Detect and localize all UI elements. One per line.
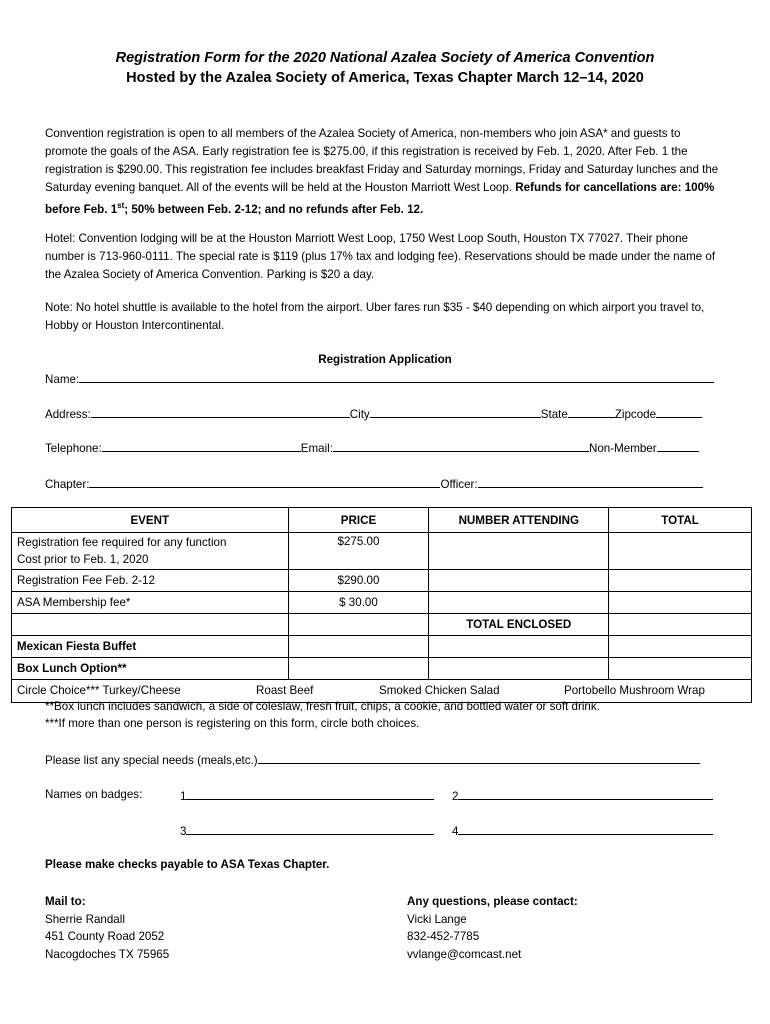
- attending-cell[interactable]: [429, 592, 609, 614]
- checks-payable: Please make checks payable to ASA Texas Chapter.: [45, 858, 330, 871]
- number-attending-header: NUMBER ATTENDING: [429, 508, 609, 533]
- address-row: [45, 406, 702, 421]
- attending-cell[interactable]: [429, 658, 609, 680]
- event-header: EVENT: [12, 508, 289, 533]
- telephone-field[interactable]: [102, 440, 301, 452]
- note-paragraph: Note: No hotel shuttle is available to the hotel from the airport. Uber fares run $35 - $40 depending on which airport you travel to, Hobby or Houston Intercontinental.: [45, 301, 705, 332]
- mail-street: 451 County Road 2052: [45, 930, 165, 943]
- badge-4-field[interactable]: [458, 823, 713, 835]
- contact-email: vvlange@comcast.net: [407, 947, 522, 961]
- chapter-label: Chapter:: [45, 478, 90, 491]
- total-enclosed-row: [12, 614, 752, 636]
- buffet-label: Mexican Fiesta Buffet: [12, 636, 289, 658]
- zipcode-label: Zipcode: [614, 408, 657, 421]
- badge-2-label: 2: [452, 790, 459, 803]
- event-cell: Registration Fee Feb. 2-12: [12, 570, 289, 592]
- non-member-label: Non-Member: [588, 442, 657, 455]
- total-enclosed-cell[interactable]: [609, 614, 752, 636]
- badge-1-label: 1: [180, 790, 187, 803]
- badge-row-2: [452, 788, 713, 803]
- total-cell[interactable]: [609, 636, 752, 658]
- email-field[interactable]: [333, 440, 589, 452]
- badge-row-4: [452, 823, 713, 838]
- officer-field[interactable]: [478, 476, 703, 488]
- table-row: [12, 636, 752, 658]
- badge-row-3: [180, 823, 434, 838]
- price-header: PRICE: [288, 508, 429, 533]
- table-row: [12, 658, 752, 680]
- choice-chicken-salad[interactable]: Smoked Chicken Salad: [379, 684, 500, 697]
- footnote-box-lunch: **Box lunch includes sandwich, a side of coleslaw, fresh fruit, chips, a cookie, and bottled water or soft drink.: [45, 700, 600, 713]
- footnote-circle-both: ***If more than one person is registering on this form, circle both choices.: [45, 717, 420, 730]
- hotel-paragraph: Hotel: Convention lodging will be at the Houston Marriott West Loop, 1750 West Loop South, Houston TX 77027. Their phone number is 713-960-0111. The special rate is $119 (plus 17% tax and lodging fee). Reservations should be made under the name of the Azalea Society of America Convention. Parking is $20 a day.: [45, 232, 716, 281]
- refund-policy-a: Refunds for cancellations are: 100% before Feb. 1: [45, 181, 715, 216]
- contact-name: Vicki Lange: [407, 912, 467, 926]
- mail-heading: Mail to:: [45, 895, 86, 908]
- city-label: City: [349, 408, 370, 421]
- attending-cell[interactable]: [429, 533, 609, 570]
- zipcode-field[interactable]: [656, 406, 702, 418]
- badge-1-field[interactable]: [186, 788, 434, 800]
- special-needs-label: Please list any special needs (meals,etc.): [45, 754, 258, 767]
- name-label: Name:: [45, 373, 80, 386]
- price-cell: $ 30.00: [288, 592, 429, 614]
- special-needs-field[interactable]: [258, 752, 700, 764]
- badges-label: Names on badges:: [45, 788, 143, 801]
- name-field[interactable]: [79, 371, 714, 383]
- badge-2-field[interactable]: [458, 788, 713, 800]
- total-header: TOTAL: [609, 508, 752, 533]
- mail-block: [45, 893, 169, 963]
- non-member-field[interactable]: [657, 440, 699, 452]
- city-field[interactable]: [370, 406, 541, 418]
- event-cell: ASA Membership fee*: [12, 592, 289, 614]
- name-row: [45, 371, 714, 386]
- badge-4-label: 4: [452, 825, 459, 838]
- address-field[interactable]: [91, 406, 350, 418]
- badge-row-1: [180, 788, 434, 803]
- mail-city: Nacogdoches TX 75965: [45, 947, 170, 961]
- intro-paragraph: [45, 125, 725, 219]
- table-row: [12, 533, 752, 570]
- choice-roast-beef[interactable]: Roast Beef: [256, 684, 314, 697]
- email-label: Email:: [300, 442, 333, 455]
- event-name: Registration fee required for any function: [17, 536, 227, 549]
- form-title: Registration Form for the 2020 National Azalea Society of America Convention: [115, 50, 655, 66]
- attending-cell[interactable]: [429, 636, 609, 658]
- chapter-field[interactable]: [89, 476, 440, 488]
- telephone-label: Telephone:: [45, 442, 102, 455]
- application-heading: Registration Application: [318, 353, 452, 366]
- table-row: [12, 592, 752, 614]
- state-label: State: [540, 408, 568, 421]
- contact-block: [407, 893, 578, 963]
- total-enclosed-label: TOTAL ENCLOSED: [429, 614, 609, 636]
- state-field[interactable]: [568, 406, 615, 418]
- intro-text: Convention registration is open to all members of the Azalea Society of America, non-members who join ASA* and guests to promote the goals of the ASA. Early registration fee is $275.00, if this registration is received by Feb. 1, 2020. After Feb. 1 the registration is $290.00. This registration fee includes breakfast Friday and Saturday mornings, Friday and Saturday lunches and the Saturday evening banquet. All of the events will be held at the Houston Marriott West Loop.: [45, 127, 719, 194]
- chapter-row: [45, 476, 703, 491]
- total-cell[interactable]: [609, 570, 752, 592]
- address-label: Address:: [45, 408, 91, 421]
- special-needs-row: [45, 752, 700, 767]
- circle-choice-turkey[interactable]: Circle Choice*** Turkey/Cheese: [17, 684, 181, 697]
- total-cell[interactable]: [609, 658, 752, 680]
- refund-policy-sup: st: [117, 201, 125, 210]
- total-cell[interactable]: [609, 533, 752, 570]
- price-cell: $275.00: [288, 533, 429, 570]
- contact-heading: Any questions, please contact:: [407, 895, 578, 908]
- mail-name: Sherrie Randall: [45, 912, 125, 926]
- event-cell: [12, 533, 289, 570]
- choice-portobello-wrap[interactable]: Portobello Mushroom Wrap: [564, 684, 705, 697]
- table-header-row: [12, 508, 752, 533]
- attending-cell[interactable]: [429, 570, 609, 592]
- events-table: [11, 507, 752, 703]
- event-detail: Cost prior to Feb. 1, 2020: [17, 553, 149, 566]
- badge-3-field[interactable]: [186, 823, 434, 835]
- box-lunch-label: Box Lunch Option**: [12, 658, 289, 680]
- price-cell: $290.00: [288, 570, 429, 592]
- contact-phone: 832-452-7785: [407, 930, 480, 943]
- refund-policy-b: ; 50% between Feb. 2-12; and no refunds after Feb. 12.: [124, 202, 424, 216]
- telephone-row: [45, 440, 699, 455]
- total-cell[interactable]: [609, 592, 752, 614]
- officer-label: Officer:: [440, 478, 478, 491]
- table-row: [12, 570, 752, 592]
- badge-3-label: 3: [180, 825, 187, 838]
- form-subtitle: Hosted by the Azalea Society of America, Texas Chapter March 12–14, 2020: [126, 70, 644, 86]
